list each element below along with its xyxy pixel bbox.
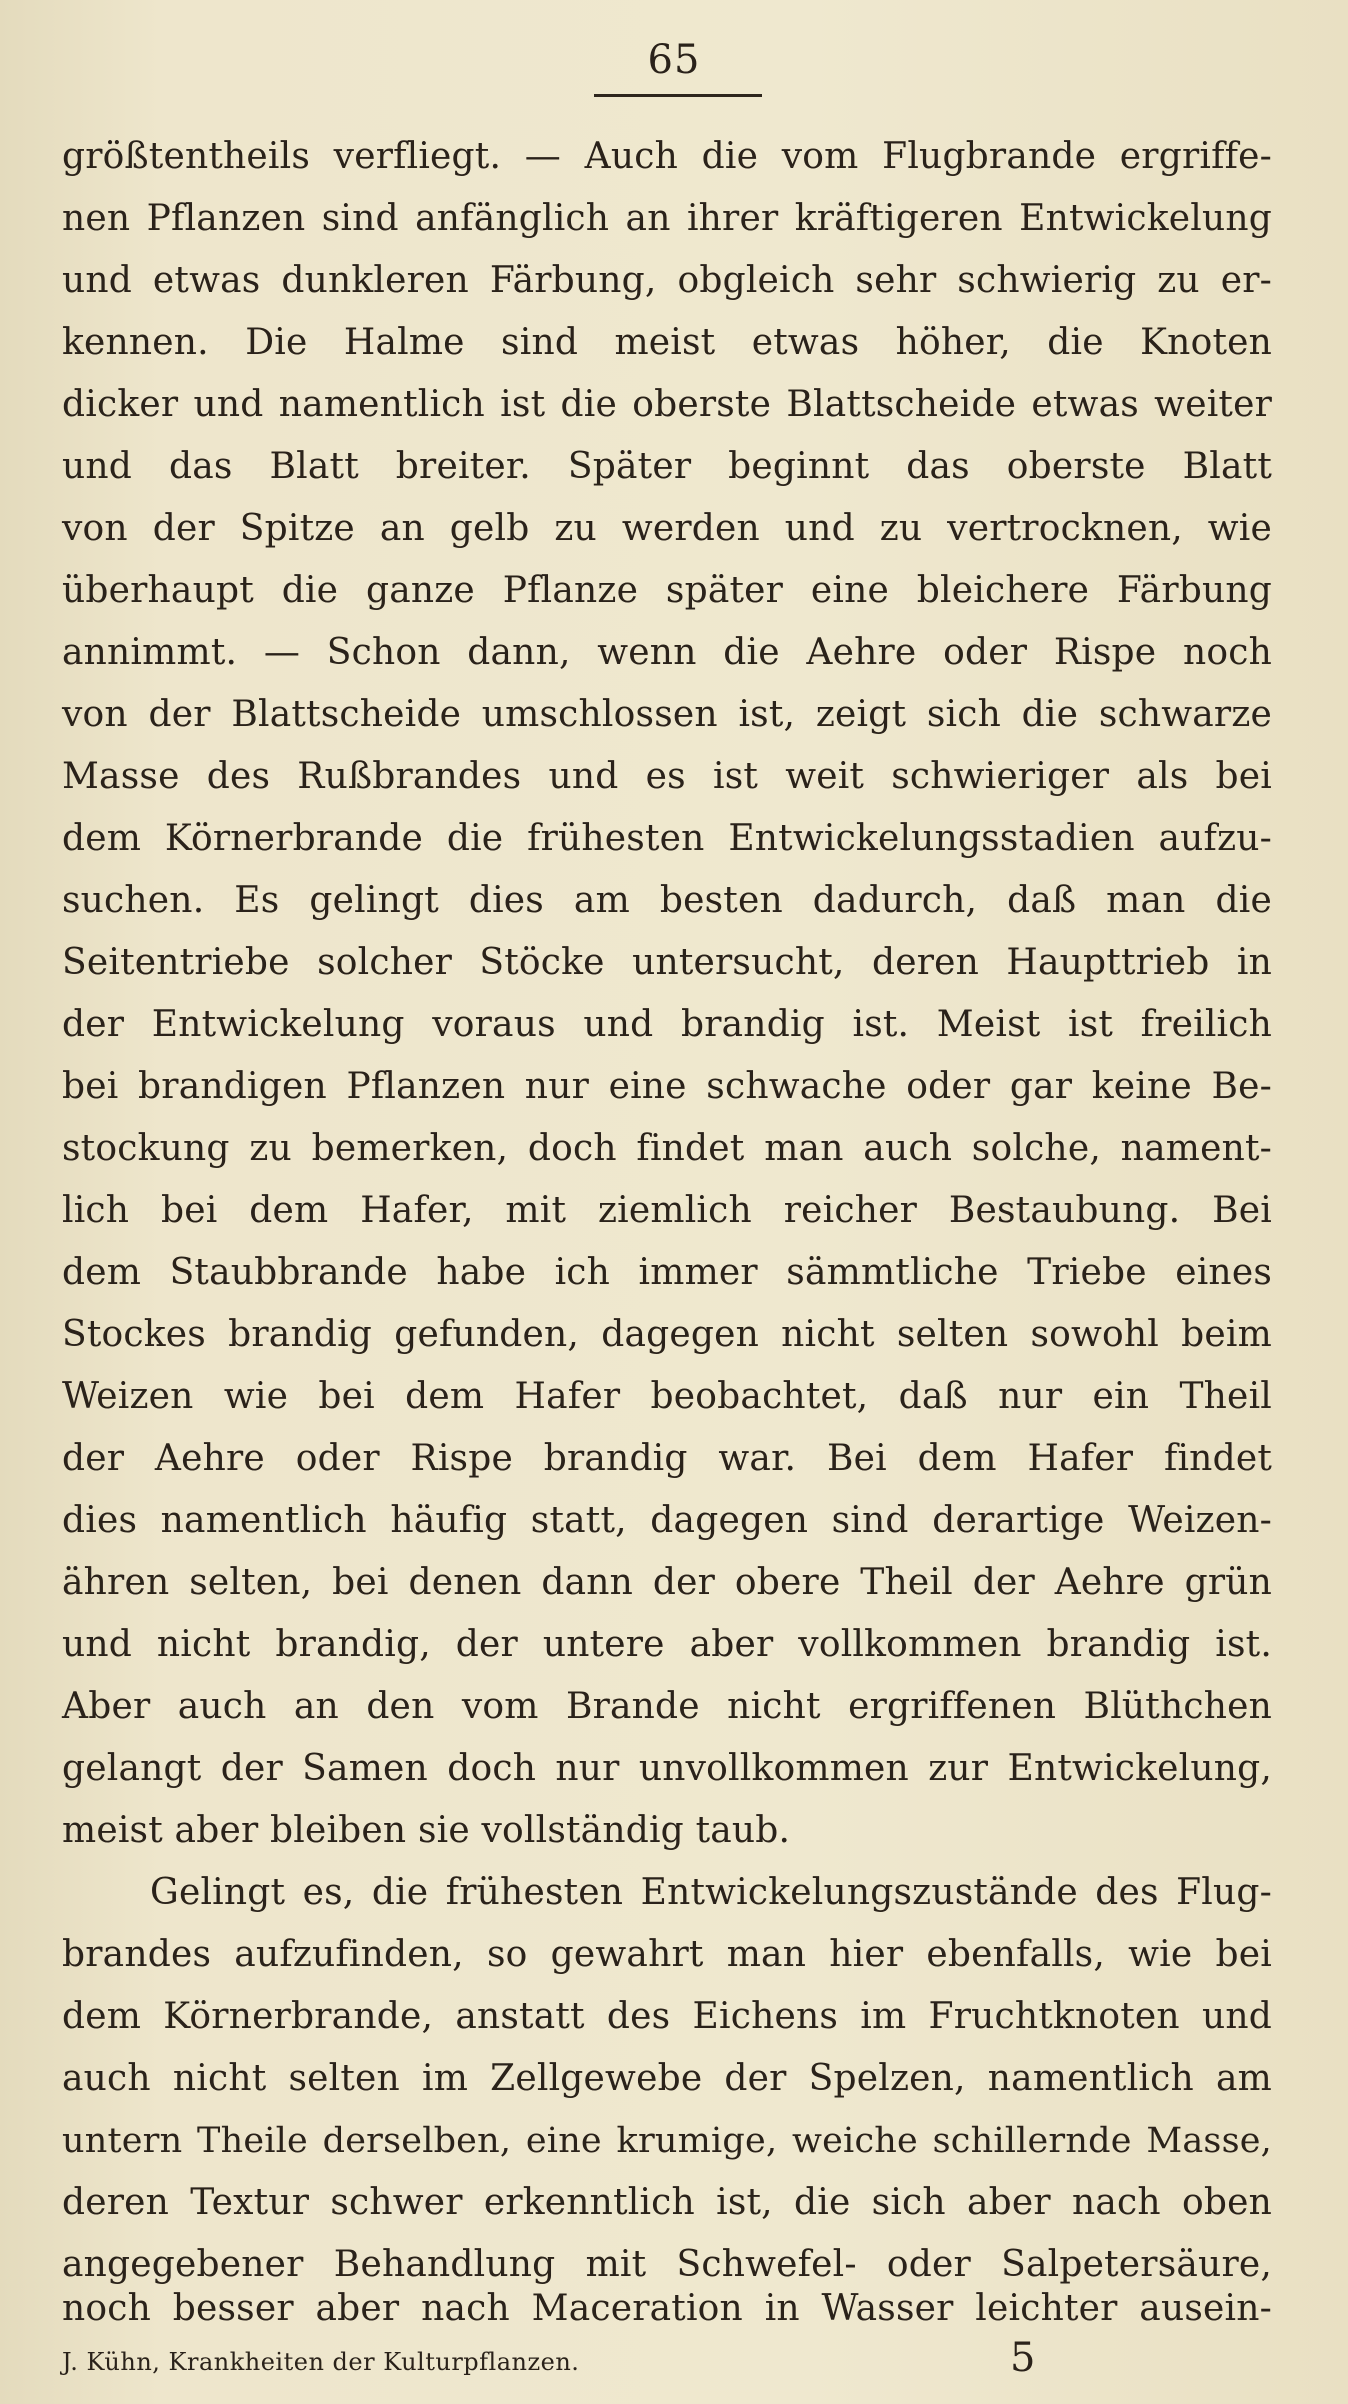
text-line: nen Pflanzen sind anfänglich an ihrer kräftigeren Entwickelung xyxy=(62,198,1272,239)
text-line: Seitentriebe solcher Stöcke untersucht, deren Haupttrieb in xyxy=(62,942,1272,983)
text-line: dem Staubbrande habe ich immer sämmtliche Triebe eines xyxy=(62,1252,1272,1293)
text-line: dies namentlich häufig statt, dagegen sind derartige Weizen- xyxy=(62,1500,1272,1541)
text-line: Gelingt es, die frühesten Entwickelungszustände des Flug- xyxy=(150,1872,1272,1913)
text-line: bei brandigen Pflanzen nur eine schwache oder gar keine Be- xyxy=(62,1066,1272,1107)
text-line: meist aber bleiben sie vollständig taub. xyxy=(62,1810,791,1851)
text-line: auch nicht selten im Zellgewebe der Spelzen, namentlich am xyxy=(62,2058,1272,2099)
text-line: brandes aufzufinden, so gewahrt man hier ebenfalls, wie bei xyxy=(62,1934,1272,1975)
sheet-mark: 5 xyxy=(1010,2335,1036,2381)
text-line: kennen. Die Halme sind meist etwas höher, die Knoten xyxy=(62,322,1272,363)
text-line: gelangt der Samen doch nur unvollkommen zur Entwickelung, xyxy=(62,1748,1272,1789)
text-line: lich bei dem Hafer, mit ziemlich reicher Bestaubung. Bei xyxy=(62,1190,1272,1231)
text-line: Aber auch an den vom Brande nicht ergriffenen Blüthchen xyxy=(62,1686,1272,1727)
text-line: stockung zu bemerken, doch findet man auch solche, nament- xyxy=(62,1128,1272,1169)
text-line: deren Textur schwer erkenntlich ist, die sich aber nach oben xyxy=(62,2182,1272,2223)
page-number: 65 xyxy=(647,37,701,83)
text-line: und nicht brandig, der untere aber vollkommen brandig ist. xyxy=(62,1624,1272,1665)
text-line: größtentheils verfliegt. — Auch die vom Flugbrande ergriffe- xyxy=(62,136,1272,177)
text-line: dicker und namentlich ist die oberste Blattscheide etwas weiter xyxy=(62,384,1272,425)
header-rule xyxy=(594,94,762,97)
text-line: dem Körnerbrande, anstatt des Eichens im Fruchtknoten und xyxy=(62,1996,1272,2037)
text-line: und das Blatt breiter. Später beginnt das oberste Blatt xyxy=(62,446,1272,487)
text-line: der Aehre oder Rispe brandig war. Bei dem Hafer findet xyxy=(62,1438,1272,1479)
text-line: angegebener Behandlung mit Schwefel- oder Salpetersäure, xyxy=(62,2244,1272,2285)
text-line: von der Blattscheide umschlossen ist, zeigt sich die schwarze xyxy=(62,694,1272,735)
text-line: Masse des Rußbrandes und es ist weit schwieriger als bei xyxy=(62,756,1272,797)
text-line: Stockes brandig gefunden, dagegen nicht selten sowohl beim xyxy=(62,1314,1272,1355)
text-line: suchen. Es gelingt dies am besten dadurch, daß man die xyxy=(62,880,1272,921)
text-line: und etwas dunkleren Färbung, obgleich sehr schwierig zu er- xyxy=(62,260,1272,301)
text-line: noch besser aber nach Maceration in Wasser leichter ausein- xyxy=(62,2288,1272,2329)
footer-signature: J. Kühn, Krankheiten der Kulturpflanzen. xyxy=(62,2348,580,2376)
text-line: annimmt. — Schon dann, wenn die Aehre oder Rispe noch xyxy=(62,632,1272,673)
text-line: der Entwickelung voraus und brandig ist. Meist ist freilich xyxy=(62,1004,1272,1045)
text-line: dem Körnerbrande die frühesten Entwickelungsstadien aufzu- xyxy=(62,818,1272,859)
text-line: Weizen wie bei dem Hafer beobachtet, daß nur ein Theil xyxy=(62,1376,1272,1417)
text-line: von der Spitze an gelb zu werden und zu vertrocknen, wie xyxy=(62,508,1272,549)
text-line: untern Theile derselben, eine krumige, weiche schillernde Masse, xyxy=(62,2121,1272,2161)
text-line: ähren selten, bei denen dann der obere Theil der Aehre grün xyxy=(62,1562,1272,1603)
text-line: überhaupt die ganze Pflanze später eine bleichere Färbung xyxy=(62,570,1272,611)
